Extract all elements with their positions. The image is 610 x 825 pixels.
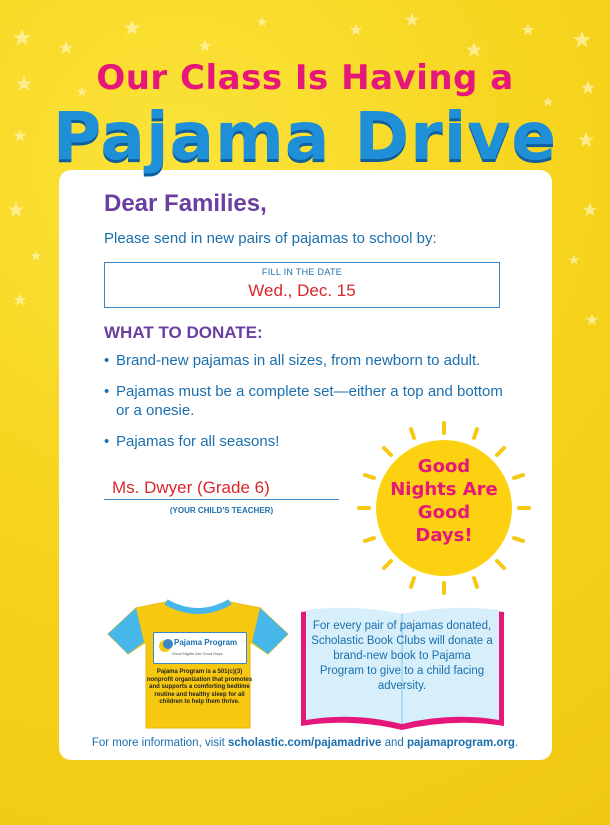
list-item: • Pajamas for all seasons! bbox=[104, 433, 280, 450]
date-field[interactable] bbox=[104, 262, 500, 308]
date-field-value[interactable]: Wed., Dec. 15 bbox=[248, 281, 356, 300]
book-donation-text: For every pair of pajamas donated, Scholastic Book Clubs will donate a brand-new book to Pajama Program to give to a child facing adversity. bbox=[311, 620, 493, 692]
list-item: • Brand-new pajamas in all sizes, from newborn to adult. bbox=[104, 352, 481, 369]
date-field-label: FILL IN THE DATE bbox=[261, 267, 343, 277]
bullet-icon: • bbox=[104, 352, 110, 369]
list-item: • Pajamas must be a complete set—either a top and bottom or a onesie. bbox=[104, 383, 503, 419]
teacher-field-label: (YOUR CHILD'S TEACHER) bbox=[169, 506, 274, 515]
greeting: Dear Families, bbox=[104, 190, 267, 217]
program-description: Pajama Program is a 501(c)(3) nonprofit organization that promotes and supports a comforting bedtime routine and healthy sleep for all children to help them thrive. bbox=[146, 669, 253, 706]
title-line-1: Our Class Is Having a bbox=[96, 58, 514, 98]
logo-name: Pajama Program bbox=[174, 638, 238, 647]
pajama-program-logo bbox=[153, 632, 247, 664]
donate-heading: WHAT TO DONATE: bbox=[104, 323, 263, 342]
pajama-shirt-illustration bbox=[106, 598, 290, 732]
instruction-text: Please send in new pairs of pajamas to school by: bbox=[104, 230, 437, 247]
footer-info: For more information, visit scholastic.com/pajamadrive and pajamaprogram.org. bbox=[91, 737, 519, 749]
teacher-field[interactable]: Ms. Dwyer (Grade 6) bbox=[104, 478, 339, 500]
logo-tagline: Good Nights Are Good Days bbox=[172, 651, 223, 656]
pajama-program-link[interactable]: pajamaprogram.org bbox=[406, 737, 515, 749]
moon-icon bbox=[157, 638, 173, 654]
scholastic-link[interactable]: scholastic.com/pajamadrive bbox=[227, 737, 382, 749]
bullet-icon: • bbox=[104, 433, 110, 450]
sun-slogan: Good Nights Are Good Days! bbox=[390, 456, 498, 546]
title-line-2: Pajama Drive bbox=[52, 98, 558, 175]
bullet-icon: • bbox=[104, 383, 110, 400]
